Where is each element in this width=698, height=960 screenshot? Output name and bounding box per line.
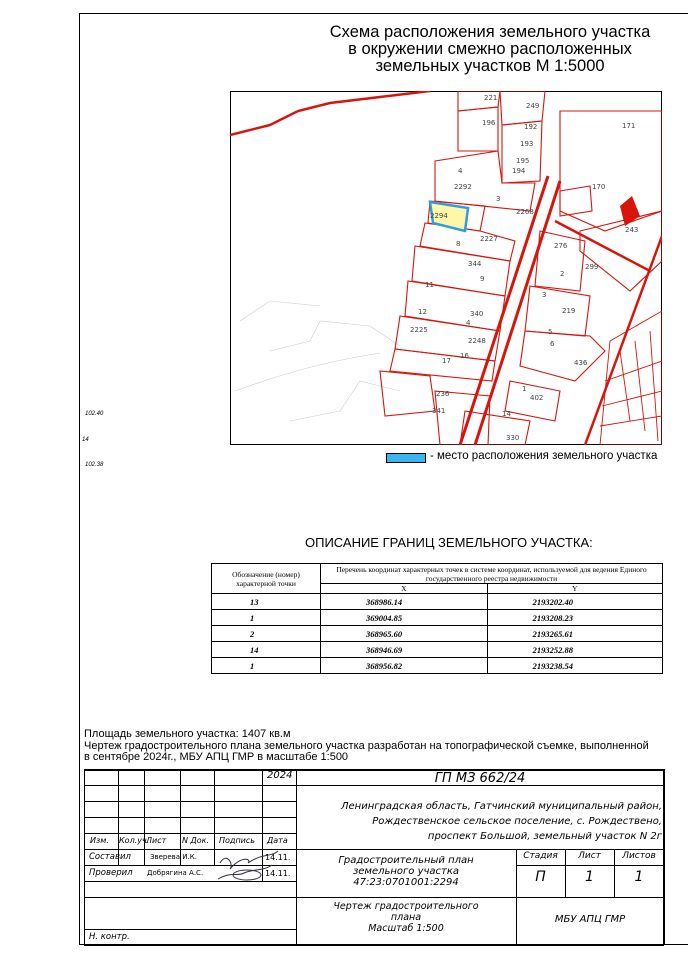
parcel-label: 1 bbox=[522, 385, 527, 393]
doc-title-2: земельного участка bbox=[352, 866, 460, 877]
parcel-label: 8 bbox=[456, 240, 461, 248]
parcel-label: 299 bbox=[585, 263, 599, 271]
coords-row bbox=[212, 642, 663, 658]
parcel-label: 3 bbox=[496, 195, 501, 203]
parcel-label: 276 bbox=[554, 242, 568, 250]
h-sheets: Листов bbox=[622, 851, 656, 861]
organization: МБУ АПЦ ГМР bbox=[554, 914, 626, 925]
parcel-label: 194 bbox=[512, 167, 526, 175]
parcel-label: 402 bbox=[530, 394, 544, 402]
address-line-3: проспект Большой, земельный участок N 2г bbox=[427, 831, 662, 842]
parcel-label: 4 bbox=[466, 319, 471, 327]
drawing-title bbox=[296, 901, 516, 934]
signature-image bbox=[212, 841, 282, 883]
col-coords-header: Перечень координат характерных точек в системе координат, используемой для ведения Единого государственного реестра недвижимости bbox=[321, 564, 663, 584]
parcel-label: 4 bbox=[458, 167, 463, 175]
legend-text: - место расположения земельного участка bbox=[430, 450, 658, 462]
title-line-3: земельных участков М 1:5000 bbox=[375, 57, 605, 75]
coords-cell-x: 368965.60 bbox=[321, 626, 488, 642]
survey-note: Чертеж градостроительного плана земельного участка разработан на топографической съемке, выполненной bbox=[84, 739, 649, 752]
doc-title-1: Градостроительный план bbox=[338, 855, 474, 866]
parcel-label: 219 bbox=[562, 307, 576, 315]
coords-row bbox=[212, 594, 663, 610]
coords-cell-point: 13 bbox=[212, 594, 321, 610]
site-plan-map bbox=[230, 91, 662, 445]
title-block bbox=[84, 769, 664, 945]
stamp-address bbox=[296, 799, 662, 844]
date-2: 14.11. bbox=[265, 869, 291, 878]
coords-row bbox=[212, 626, 663, 642]
role-1: Составил bbox=[89, 852, 131, 862]
coords-cell-y: 2193202.40 bbox=[487, 594, 662, 610]
h-izm: Изм. bbox=[90, 836, 109, 845]
coords-table bbox=[211, 563, 663, 674]
parcel-label: 2292 bbox=[454, 183, 472, 191]
h-stage: Стадия bbox=[523, 851, 558, 861]
parcel-label: 12 bbox=[418, 308, 427, 316]
parcel-label: 3 bbox=[542, 291, 547, 299]
legend-swatch bbox=[386, 453, 426, 463]
coords-cell-point: 14 bbox=[212, 642, 321, 658]
side-label: 102.38 bbox=[85, 462, 104, 468]
h-ndok: N Док. bbox=[182, 836, 210, 845]
parcel-label: 341 bbox=[432, 407, 446, 415]
parcel-label: 2294 bbox=[430, 212, 448, 220]
doc-title bbox=[296, 855, 516, 888]
parcel-label: 17 bbox=[442, 357, 451, 365]
parcel-label: 193 bbox=[520, 140, 534, 148]
coords-cell-x: 368946.69 bbox=[321, 642, 488, 658]
name-2: Добрягина А.С. bbox=[147, 869, 204, 877]
coords-cell-x: 368986.14 bbox=[321, 594, 488, 610]
stamp-code: ГП МЗ 662/24 bbox=[434, 771, 526, 786]
doc-cadastral: 47:23:0701001:2294 bbox=[353, 877, 459, 888]
parcel-label: 195 bbox=[516, 157, 530, 165]
parcel-label: 6 bbox=[550, 340, 555, 348]
coords-title: ОПИСАНИЕ ГРАНИЦ ЗЕМЕЛЬНОГО УЧАСТКА: bbox=[305, 535, 593, 550]
parcel-label: 2225 bbox=[410, 326, 428, 334]
coords-cell-point: 1 bbox=[212, 658, 321, 674]
survey-note-date: в сентябре 2024г., МБУ АПЦ ГМР в масштабе 1:500 bbox=[84, 751, 349, 763]
coords-cell-y: 2193208.23 bbox=[487, 610, 662, 626]
parcel-label: 2227 bbox=[480, 235, 498, 243]
sheet-value: 1 bbox=[585, 869, 594, 885]
coords-row bbox=[212, 610, 663, 626]
map-title bbox=[300, 24, 680, 75]
coords-cell-y: 2193252.88 bbox=[487, 642, 662, 658]
parcel-label: 170 bbox=[592, 183, 606, 191]
title-line-1: Схема расположения земельного участка bbox=[329, 23, 651, 41]
parcel-label: 14 bbox=[502, 410, 511, 418]
drawing-scale: Масштаб 1:500 bbox=[368, 923, 444, 934]
date-1: 14.11. bbox=[265, 853, 291, 862]
stamp-year: 2024 bbox=[267, 770, 293, 781]
coords-cell-y: 2193238.54 bbox=[487, 658, 662, 674]
parcel-label: 16 bbox=[460, 352, 469, 360]
h-list: Лист bbox=[146, 836, 167, 845]
parcel-label: 344 bbox=[468, 260, 482, 268]
notes bbox=[84, 729, 649, 764]
col-point-header: Обозначение (номер) характерной точки bbox=[212, 564, 321, 594]
parcel-label: 436 bbox=[574, 359, 588, 367]
parcel-label: 2 bbox=[560, 270, 565, 278]
parcel-label: 9 bbox=[480, 275, 485, 283]
side-label: 14 bbox=[82, 437, 89, 443]
parcel-label: 196 bbox=[482, 119, 496, 127]
h-podpis: Подпись bbox=[219, 836, 255, 845]
parcel-label: 221 bbox=[484, 94, 498, 102]
address-line-2: Рождественское сельское поселение, с. Рождествено, bbox=[372, 816, 662, 827]
coords-cell-x: 368956.82 bbox=[321, 658, 488, 674]
address-line-1: Ленинградская область, Гатчинский муниципальный район, bbox=[341, 801, 662, 812]
parcel-label: 2248 bbox=[468, 337, 486, 345]
parcel-label: 192 bbox=[524, 123, 538, 131]
coords-cell-point: 2 bbox=[212, 626, 321, 642]
parcel-label: 243 bbox=[625, 226, 639, 234]
coords-cell-x: 369004.85 bbox=[321, 610, 488, 626]
stage-value: П bbox=[535, 869, 546, 885]
parcel-label: 340 bbox=[470, 310, 484, 318]
parcel-label: 171 bbox=[622, 122, 636, 130]
parcel-label: 249 bbox=[526, 102, 540, 110]
h-koluch: Кол.уч. bbox=[119, 836, 150, 845]
parcel-label: 2268 bbox=[516, 208, 534, 216]
name-1: Зверева И.К. bbox=[150, 853, 197, 861]
coords-row bbox=[212, 658, 663, 674]
h-sheet: Лист bbox=[578, 851, 601, 861]
parcel-label: 330 bbox=[506, 434, 520, 442]
parcel-label: 236 bbox=[436, 390, 450, 398]
parcel-label: 11 bbox=[425, 281, 434, 289]
area-note: Площадь земельного участка: 1407 кв.м bbox=[84, 728, 291, 740]
drawing-title-2: плана bbox=[390, 912, 422, 923]
coords-cell-y: 2193265.61 bbox=[487, 626, 662, 642]
coords-cell-point: 1 bbox=[212, 610, 321, 626]
y-header: Y bbox=[487, 584, 662, 594]
drawing-title-1: Чертеж градостроительного bbox=[333, 901, 479, 912]
sheets-value: 1 bbox=[634, 869, 644, 885]
parcel-label: 5 bbox=[548, 328, 553, 336]
role-3: Н. контр. bbox=[89, 932, 130, 942]
side-label: 102.40 bbox=[85, 411, 104, 417]
title-line-2: в окружении смежно расположенных bbox=[348, 40, 632, 58]
h-data: Дата bbox=[267, 836, 288, 845]
role-2: Проверил bbox=[89, 868, 133, 878]
x-header: X bbox=[321, 584, 488, 594]
